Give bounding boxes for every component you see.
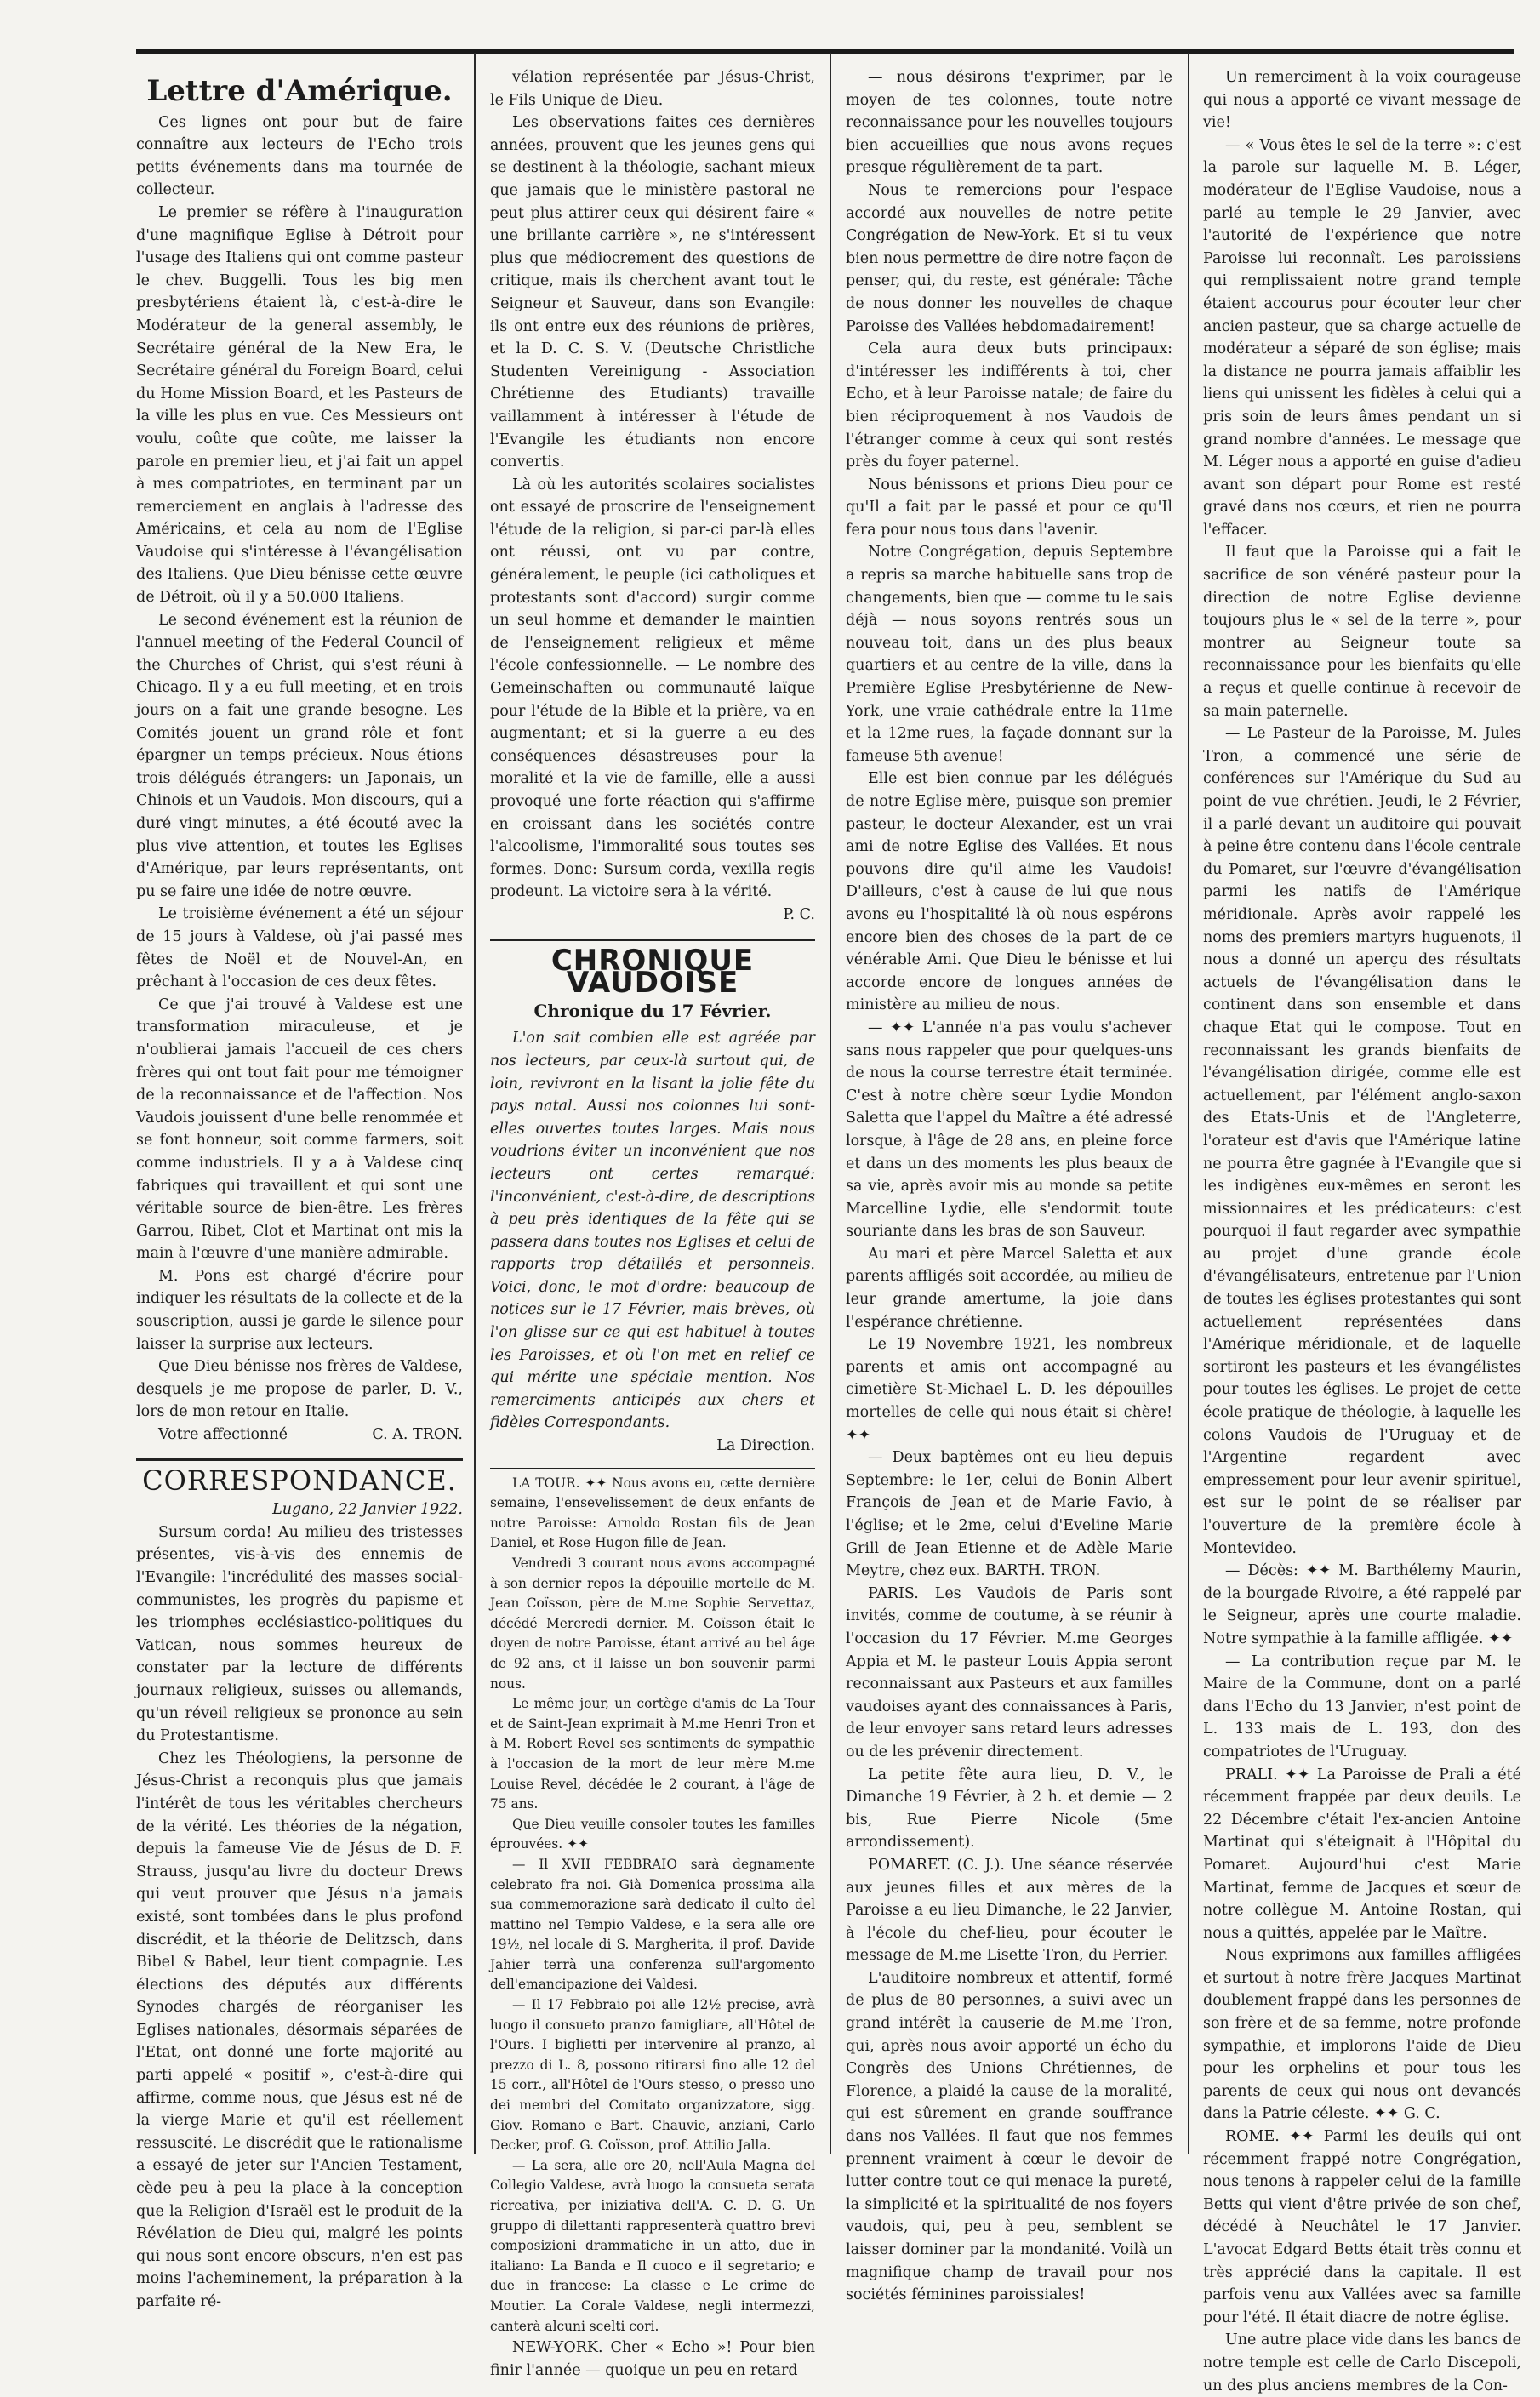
lettre-closing: Votre affectionné: [158, 1426, 288, 1444]
top-rule: [136, 49, 1514, 54]
paragraph: M. Pons est chargé d'écrire pour indiquer les résultats de la collecte et de la souscription, aussi je garde le silence pour laisser la surprise aux lecteurs.: [136, 1267, 463, 1353]
paragraph: Chez les Théologiens, la personne de Jésus-Christ a reconquis plus que jamais l'intérêt de tous les véritables chercheurs de la vérité. Les théories de la négation, depuis la fameuse Vie de Jésus de D. F. Strauss, jusqu'au livre du docteur Drews qui veut prouver que Jésus n'a jamais existé, sont tombées dans le plus profond discrédit, et la théorie de Delitzsch, dans Bibel & Babel, leur tient compagnie. Les élections des députés aux différents Synodes chargés de réorganiser les Eglises nationales, désormais séparées de l'Etat, ont donné une forte majorité au parti appelé « positif », c'est-à-dire qui affirme, comme nous, que Jésus est né de la vierge Marie et qu'il est réellement ressuscité. Le discrédit que le rationalisme a essayé de jeter sur l'Ancien Testament, cède peu à peu la place à la conception que la Religion d'Israël est le produit de la Révélation de Dieu qui, malgré les points qui nous sont encore obscurs, n'en est pas moins l'acheminement, la préparation à la parfaite ré-: [136, 1749, 463, 2310]
paragraph: Une autre place vide dans les bancs de notre temple est celle de Carlo Discepoli, un des plus anciens membres de la Con-: [1203, 2331, 1521, 2394]
paragraph: — La contribution reçue par M. le Maire de la Commune, dont on a parlé dans l'Echo du 13 Janvier, n'est point de L. 133 mais de L. 193, don des compatriotes de l'Uruguay.: [1203, 1652, 1521, 1761]
column-2: [490, 66, 815, 2379]
paragraph: Il faut que la Paroisse qui a fait le sacrifice de son vénéré pasteur pour la direction de notre Eglise devienne toujours plus le « sel de la terre », pour montrer au Seigneur toute sa reconnaissance pour les bienfaits qu'elle a reçus et quelle continue à recevoir de sa main paternelle.: [1203, 544, 1521, 720]
section-rule: [490, 1468, 815, 1469]
correspondance-title: CORRESPONDANCE.: [142, 1464, 457, 1497]
intro-signature: La Direction.: [716, 1437, 815, 1455]
lettre-body: [136, 111, 463, 1447]
section-rule: [490, 939, 815, 941]
paragraph: Le 19 Novembre 1921, les nombreux parents et amis ont accompagné au cimetière St-Michael L. D. les dépouilles mortelles de celle qui nous était si chère! ✦✦: [846, 1336, 1172, 1444]
paragraph: — Le Pasteur de la Paroisse, M. Jules Tron, a commencé une série de conférences sur l'Amérique du Sud au point de vue chrétien. Jeudi, le 2 Février, il a parlé devant un auditoire qui pouvait à peine être contenu dans l'école centrale du Pomaret, sur l'œuvre d'évangélisation parmi les natifs de l'Amérique méridionale. Après avoir rappelé les noms des premiers martyrs huguenots, il nous a donné un aperçu des résultats actuels de l'évangélisation dans le continent dans son ensemble et dans chaque Etat qui le compose. Tout en reconnaissant les grands bienfaits de l'évangélisation dirigée, comme elle est actuellement, par l'élément anglo-saxon des Etats-Unis et de l'Angleterre, l'orateur est d'avis que l'Amérique latine ne pourra être gagnée à l'Evangile que si les indigènes eux-mêmes en seront les missionnaires et les prédicateurs: c'est pourquoi il faut regarder avec sympathie au projet d'une grande école d'évangélisateurs, entretenue par l'Union de toutes les églises protestantes qui sont actuellement représentées dans l'Amérique méridionale, et de laquelle sortiront les pasteurs et les évangélistes pour toutes les églises. Le projet de cette école pratique de théologie, à laquelle les colons Vaudois de l'Uruguay et de l'Argentine regardent avec empressement pour leur avenir spirituel, est sur le point de se réaliser par l'ouverture de la première école à Montevideo.: [1203, 725, 1521, 1557]
correspondance-body: [136, 1521, 463, 2314]
paragraph: Le troisième événement a été un séjour de 15 jours à Valdese, où j'ai passé mes fêtes de Noël et de Nouvel-An, en prêchant à l'occasion de ces deux fêtes.: [136, 905, 463, 991]
correspondance-dateline: Lugano, 22 Janvier 1922.: [272, 1501, 463, 1519]
paragraph: Les observations faites ces dernières années, prouvent que les jeunes gens qui se destinent à la théologie, sachant mieux que jamais que le ministère pastoral ne peut plus attirer ceux qui désirent faire « une brillante carrière », ne s'intéressent plus que médiocrement des questions de critique, mais ils cherchent avant tout le Seigneur et Sauveur, dans son Evangile: ils ont entre eux des réunions de prières, et la D. C. S. V. (Deutsche Christliche Studenten Vereinigung - Association Chrétienne des Etudiants) travaille vaillamment à intéresser à l'étude de l'Evangile les étudiants non encore convertis.: [490, 114, 815, 471]
paragraph: Ce que j'ai trouvé à Valdese est une transformation miraculeuse, et je n'oublierai jamais l'accueil de ces chers frères qui ont tout fait pour me témoigner de la reconnaissance et de l'affection. Nos Vaudois jouissent d'une belle renommée et se font honneur, soit comme farmers, soit comme industriels. Il y a à Valdese cinq fabriques qui travaillent et qui sont une véritable source de bien-être. Les frères Garrou, Ribet, Clot et Martinat ont mis la main à l'œuvre d'une manière admirable.: [136, 996, 463, 1263]
paragraph: Elle est bien connue par les délégués de notre Eglise mère, puisque son premier pasteur, le docteur Alexander, est un vrai ami de notre Eglise des Vallées. Et nous pouvons dire qu'il aime les Vaudois! D'ailleurs, c'est à cause de lui que nous avons eu l'hospitalité là où nous espérons encore bien des choses de la part de ce vénérable Ami. Que Dieu le bénisse et lui accorde encore de longues années de ministère au milieu de nous.: [846, 770, 1172, 1014]
paragraph: POMARET. (C. J.). Une séance réservée aux jeunes filles et aux mères de la Paroisse a eu lieu Dimanche, le 22 Janvier, à l'école du chef-lieu, pour écouter le message de M.me Lisette Tron, du Perrier.: [846, 1856, 1172, 1965]
article-signature: P. C.: [783, 905, 815, 923]
chronique-title: CHRONIQUE VAUDOISE: [550, 943, 755, 1001]
section-rule: [136, 1458, 463, 1461]
paragraph: vélation représentée par Jésus-Christ, le Fils Unique de Dieu.: [490, 69, 815, 109]
paragraph: Nous te remercions pour l'espace accordé aux nouvelles de notre petite Congrégation de New-York. Et si tu veux bien nous permettre de dire notre façon de penser, qui, du reste, est générale: Tâche de nous donner les nouvelles de chaque Paroisse des Vallées hebdomadairement!: [846, 181, 1172, 335]
paragraph: — Il 17 Febbraio poi alle 12½ precise, avrà luogo il consueto pranzo famigliare, all'Hôtel de l'Ours. I biglietti per intervenire al pranzo, al prezzo di L. 8, possono ritirarsi fino alle 12 del 15 corr., all'Hôtel de l'Ours stesso, o presso uno dei membri del Comitato organizzatore, sigg. Giov. Romano e Bart. Chauvie, anziani, Carlo Decker, prof. G. Coïsson, prof. Attilio Jalla.: [490, 1997, 815, 2154]
paragraph: Nous exprimons aux familles affligées et surtout à notre frère Jacques Martinat doublement frappé dans les personnes de son frère et de sa femme, notre profonde sympathie, et implorons l'aide de Dieu pour les orphelins et pour tous les parents de ceux qui nous ont devancés dans la Patrie céleste. ✦✦ G. C.: [1203, 1947, 1521, 2123]
paragraph: Que Dieu veuille consoler toutes les familles éprouvées. ✦✦: [490, 1816, 815, 1852]
intro-paragraph: L'on sait combien elle est agréée par nos lecteurs, par ceux-là surtout qui, de loin, revivront en la lisant la jolie fête du pays natal. Aussi nos colonnes lui sont-elles ouvertes toutes larges. Mais nous voudrions éviter un inconvénient que nos lecteurs ont certes remarqué: l'inconvénient, c'est-à-dire, de descriptions à peu près identiques de la fête qui se passera dans toutes nos Eglises et celui de rapports trop détaillés et personnels. Voici, donc, le mot d'ordre: beaucoup de notices sur le 17 Février, mais brèves, où l'on glisse sur ce qui est habituel à toutes les Paroisses, et où l'on met en relief ce qui mérite une spéciale mention. Nos remerciments anticipés aux chers et fidèles Correspondants.: [490, 1030, 815, 1432]
column-1: [136, 66, 463, 2310]
column-rule: [830, 53, 831, 2154]
lettre-signoff: [136, 1424, 463, 1447]
paragraph: Cela aura deux buts principaux: d'intéresser les indifférents à toi, cher Echo, et à leur Paroisse natale; de faire du bien réciproquement à nos Vaudois de l'étranger comme à ceux qui sont restés près du foyer paternel.: [846, 340, 1172, 471]
chronique-intro: [490, 1027, 815, 1435]
paragraph: NEW-YORK. Cher « Echo »! Pour bien finir l'année — quoique un peu en retard: [490, 2339, 815, 2379]
paragraph: Vendredi 3 courant nous avons accompagné à son dernier repos la dépouille mortelle de M. Jean Coïsson, père de M.me Sophie Servettaz, décédé Mercredi dernier. M. Coïsson était le doyen de notre Paroisse, étant arrivé au bel âge de 92 ans, et il laisse un bon souvenir parmi nous.: [490, 1555, 815, 1692]
column-3: [846, 66, 1172, 2304]
paragraph: Le second événement est la réunion de l'annuel meeting of the Federal Council of the Churches of Christ, qui s'est réuni à Chicago. Il y a eu full meeting, et en trois jours on a fait une grande besogne. Les Comités jouent un grand rôle et font épargner un temps précieux. Nous étions trois délégués étrangers: un Japonais, un Chinois et un Vaudois. Mon discours, qui a duré vingt minutes, a été écouté avec la plus vive attention, et toutes les Eglises d'Amérique, par leurs représentants, ont pu se faire une idée de notre œuvre.: [136, 611, 463, 900]
paragraph: — Il XVII FEBBRAIO sarà degnamente celebrato fra noi. Già Domenica prossima alla sua commemorazione sarà dedicato il culto del mattino nel Tempio Valdese, e la sera alle ore 19½, nel locale di S. Margherita, il prof. Davide Jahier terrà una conferenza sull'argomento dell'emancipazione dei Valdesi.: [490, 1856, 815, 1993]
paragraph: Le même jour, un cortège d'amis de La Tour et de Saint-Jean exprimait à M.me Henri Tron et à M. Robert Revel ses sentiments de sympathie à l'occasion de la mort de leur mère M.me Louise Revel, décédée le 2 courant, à l'âge de 75 ans.: [490, 1696, 815, 1812]
lettre-signature: C. A. TRON.: [372, 1426, 463, 1444]
paragraph: L'auditoire nombreux et attentif, formé de plus de 80 personnes, a suivi avec un grand intérêt la causerie de M.me Tron, qui, après nous avoir apporté un écho du Congrès des Unions Chrétiennes, de Florence, a plaidé la cause de la moralité, qui est sûrement en grande souffrance dans nos Vallées. Il faut que nos femmes prennent vraiment à cœur le devoir de lutter contre tout ce qui menace la pureté, la simplicité et la spiritualité de nos foyers vaudois, qui, peu à peu, semblent se laisser dominer par la mondanité. Voilà un magnifique champ de travail pour nos sociétés féminines paroissiales!: [846, 1969, 1172, 2304]
paragraph: LA TOUR. ✦✦ Nous avons eu, cette dernière semaine, l'ensevelissement de deux enfants de notre Paroisse: Arnoldo Rostan fils de Jean Daniel, et Rose Hugon fille de Jean.: [490, 1475, 815, 1551]
paragraph: Nous bénissons et prions Dieu pour ce qu'Il a fait par le passé et pour ce qu'Il fera pour nous tous dans l'avenir.: [846, 476, 1172, 539]
paragraph: PRALI. ✦✦ La Paroisse de Prali a été récemment frappée par deux deuils. Le 22 Décembre c'était l'ex-ancien Antoine Martinat qui s'éteignait à l'Hôpital du Pomaret. Aujourd'hui c'est Marie Martinat, femme de Jacques et sœur de notre collègue M. Antoine Rostan, qui nous a quittés, appelée par le Maître.: [1203, 1766, 1521, 1942]
paragraph: — « Vous êtes le sel de la terre »: c'est la parole sur laquelle M. B. Léger, modérateur de l'Eglise Vaudoise, nous a parlé au temple le 29 Janvier, avec l'autorité de l'expérience que notre Paroisse lui reconnaît. Les paroissiens qui remplissaient notre grand temple étaient accourus pour écouter leur cher ancien pasteur, que sa charge actuelle de modérateur a séparé de son église; mais la distance ne pourra jamais affaiblir les liens qui unissent les fidèles à celui qui a pris soin de leurs âmes pendant un si grand nombre d'années. Le message que M. Léger nous a apporté en guise d'adieu avant son départ pour Rome est resté gravé dans nos cœurs, et rien ne pourra l'effacer.: [1203, 136, 1521, 539]
column-rule: [1188, 53, 1189, 2154]
column-4: [1203, 66, 1521, 2394]
paragraph: Sursum corda! Au milieu des tristesses présentes, vis-à-vis des ennemis de l'Evangile: l'incrédulité des masses social-communistes, les progrès du papisme et les triomphes ecclésiastico-politiques du Vatican, nous sommes heureux de constater par la lecture de différents journaux religieux, suisses ou allemands, qu'un réveil religieux se prononce au sein du Protestantisme.: [136, 1523, 463, 1745]
paragraph: La petite fête aura lieu, D. V., le Dimanche 19 Février, à 2 h. et demie — 2 bis, Rue Pierre Nicole (5me arrondissement).: [846, 1766, 1172, 1852]
la-tour-notices: [490, 1474, 815, 2337]
paragraph: Notre Congrégation, depuis Septembre a repris sa marche habituelle sans trop de changements, bien que — comme tu le sais déjà — nous soyons rentrés sous un nouveau toit, dans un des plus beaux quartiers et au centre de la ville, dans la Première Eglise Presbytérienne de New-York, une vraie cathédrale entre la 11me et la 12me rues, la façade donnant sur la fameuse 5th avenue!: [846, 544, 1172, 765]
lettre-title: Lettre d'Amérique.: [146, 74, 453, 108]
paragraph: Ces lignes ont pour but de faire connaître aux lecteurs de l'Echo trois petits événements dans ma tournée de collecteur.: [136, 113, 463, 199]
paragraph: Que Dieu bénisse nos frères de Valdese, desquels je me propose de parler, D. V., lors de mon retour en Italie.: [136, 1358, 463, 1421]
paragraph: — Deux baptêmes ont eu lieu depuis Septembre: le 1er, celui de Bonin Albert François de Jean et de Marie Favio, à l'église; et le 2me, celui d'Eveline Marie Grill de Jean Etienne et de Adèle Marie Meytre, chez eux. BARTH. TRON.: [846, 1449, 1172, 1580]
paragraph: Le premier se réfère à l'inauguration d'une magnifique Eglise à Détroit pour l'usage des Italiens qui ont comme pasteur le chev. Buggelli. Tous les big men presbytériens étaient là, c'est-à-dire le Modérateur de la general assembly, le Secrétaire général de la New Era, le Secrétaire général du Foreign Board, celui du Home Mission Board, et les Pasteurs de la ville les plus en vue. Ces Messieurs ont voulu, coûte que coûte, me laisser la parole en premier lieu, et j'ai fait un appel à mes compatriotes, en terminant par un remerciement en anglais à l'adresse des Américains, et cela au nom de l'Eglise Vaudoise qui s'intéresse à l'évangélisation des Italiens. Que Dieu bénisse cette œuvre de Détroit, où il y a 50.000 Italiens.: [136, 203, 463, 607]
paragraph: ROME. ✦✦ Parmi les deuils qui ont récemment frappé notre Congrégation, nous tenons à rappeler celui de la famille Betts qui vient d'être privée de son chef, décédé à Neuchâtel le 17 Janvier. L'avocat Edgard Betts était très connu et très apprécié dans la capitale. Il est parfois venu aux Vallées avec sa famille pour l'été. Il était diacre de notre église.: [1203, 2128, 1521, 2326]
column-rule: [474, 53, 476, 2154]
paragraph: — nous désirons t'exprimer, par le moyen de tes colonnes, toute notre reconnaissance pour les nouvelles toujours bien accueillies que nous avons reçues presque régulièrement de ta part.: [846, 69, 1172, 177]
paragraph: Au mari et père Marcel Saletta et aux parents affligés soit accordée, au milieu de leur grande amertume, la joie dans l'espérance chrétienne.: [846, 1245, 1172, 1331]
paragraph: — ✦✦ L'année n'a pas voulu s'achever sans nous rappeler que pour quelques-uns de nous la course terrestre était terminée. C'est à notre chère sœur Lydie Mondon Saletta que l'appel du Maître a été adressé lorsque, à l'âge de 28 ans, en pleine force et dans un des moments les plus beaux de sa vie, après avoir mis au monde sa petite Marcelline Lydie, elle s'endormit toute souriante dans les bras de son Sauveur.: [846, 1019, 1172, 1241]
chronique-subtitle: Chronique du 17 Février.: [533, 1000, 772, 1021]
paragraph: Là où les autorités scolaires socialistes ont essayé de proscrire de l'enseignement l'étude de la religion, si par-ci par-là elles ont réussi, ont vu par contre, généralement, le peuple (ici catholiques et protestants sont d'accord) surgir comme un seul homme et demander le maintien de l'enseignement religieux et même l'école confessionnelle. — Le nombre des Gemeinschaften ou communauté laïque pour l'étude de la Bible et la prière, va en augmentant; et si la guerre a eu des conséquences désastreuses pour la moralité et la vie de famille, elle a aussi provoqué une forte réaction qui s'affirme en croissant dans les sociétés contre l'alcoolisme, l'immoralité sous toutes ses formes. Donc: Sursum corda, vexilla regis prodeunt. La victoire sera à la vérité.: [490, 476, 815, 901]
paragraph: PARIS. Les Vaudois de Paris sont invités, comme de coutume, à se réunir à l'occasion du 17 Février. M.me Georges Appia et M. le pasteur Louis Appia seront reconnaissant aux Pasteurs et aux familles vaudoises ayant des connaissances à Paris, de leur envoyer sans retard leurs adresses ou de les prévenir directement.: [846, 1584, 1172, 1761]
paragraph: — Décès: ✦✦ M. Barthélemy Maurin, de la bourgade Rivoire, a été rappelé par le Seigneur, après une courte maladie. Notre sympathie à la famille affligée. ✦✦: [1203, 1562, 1521, 1647]
paragraph: Un remerciment à la voix courageuse qui nous a apporté ce vivant message de vie!: [1203, 69, 1521, 132]
paragraph: — La sera, alle ore 20, nell'Aula Magna del Collegio Valdese, avrà luogo la consueta serata ricreativa, per iniziativa dell'A. C. D. G. Un gruppo di dilettanti rappresenterà quattro brevi composizioni drammatiche in un atto, due in italiano: La Banda e Il cuoco e il segretario; e due in francese: La classe e Le crime de Moutier. La Corale Valdese, negli intermezzi, canterà alcuni scelti cori.: [490, 2157, 815, 2334]
